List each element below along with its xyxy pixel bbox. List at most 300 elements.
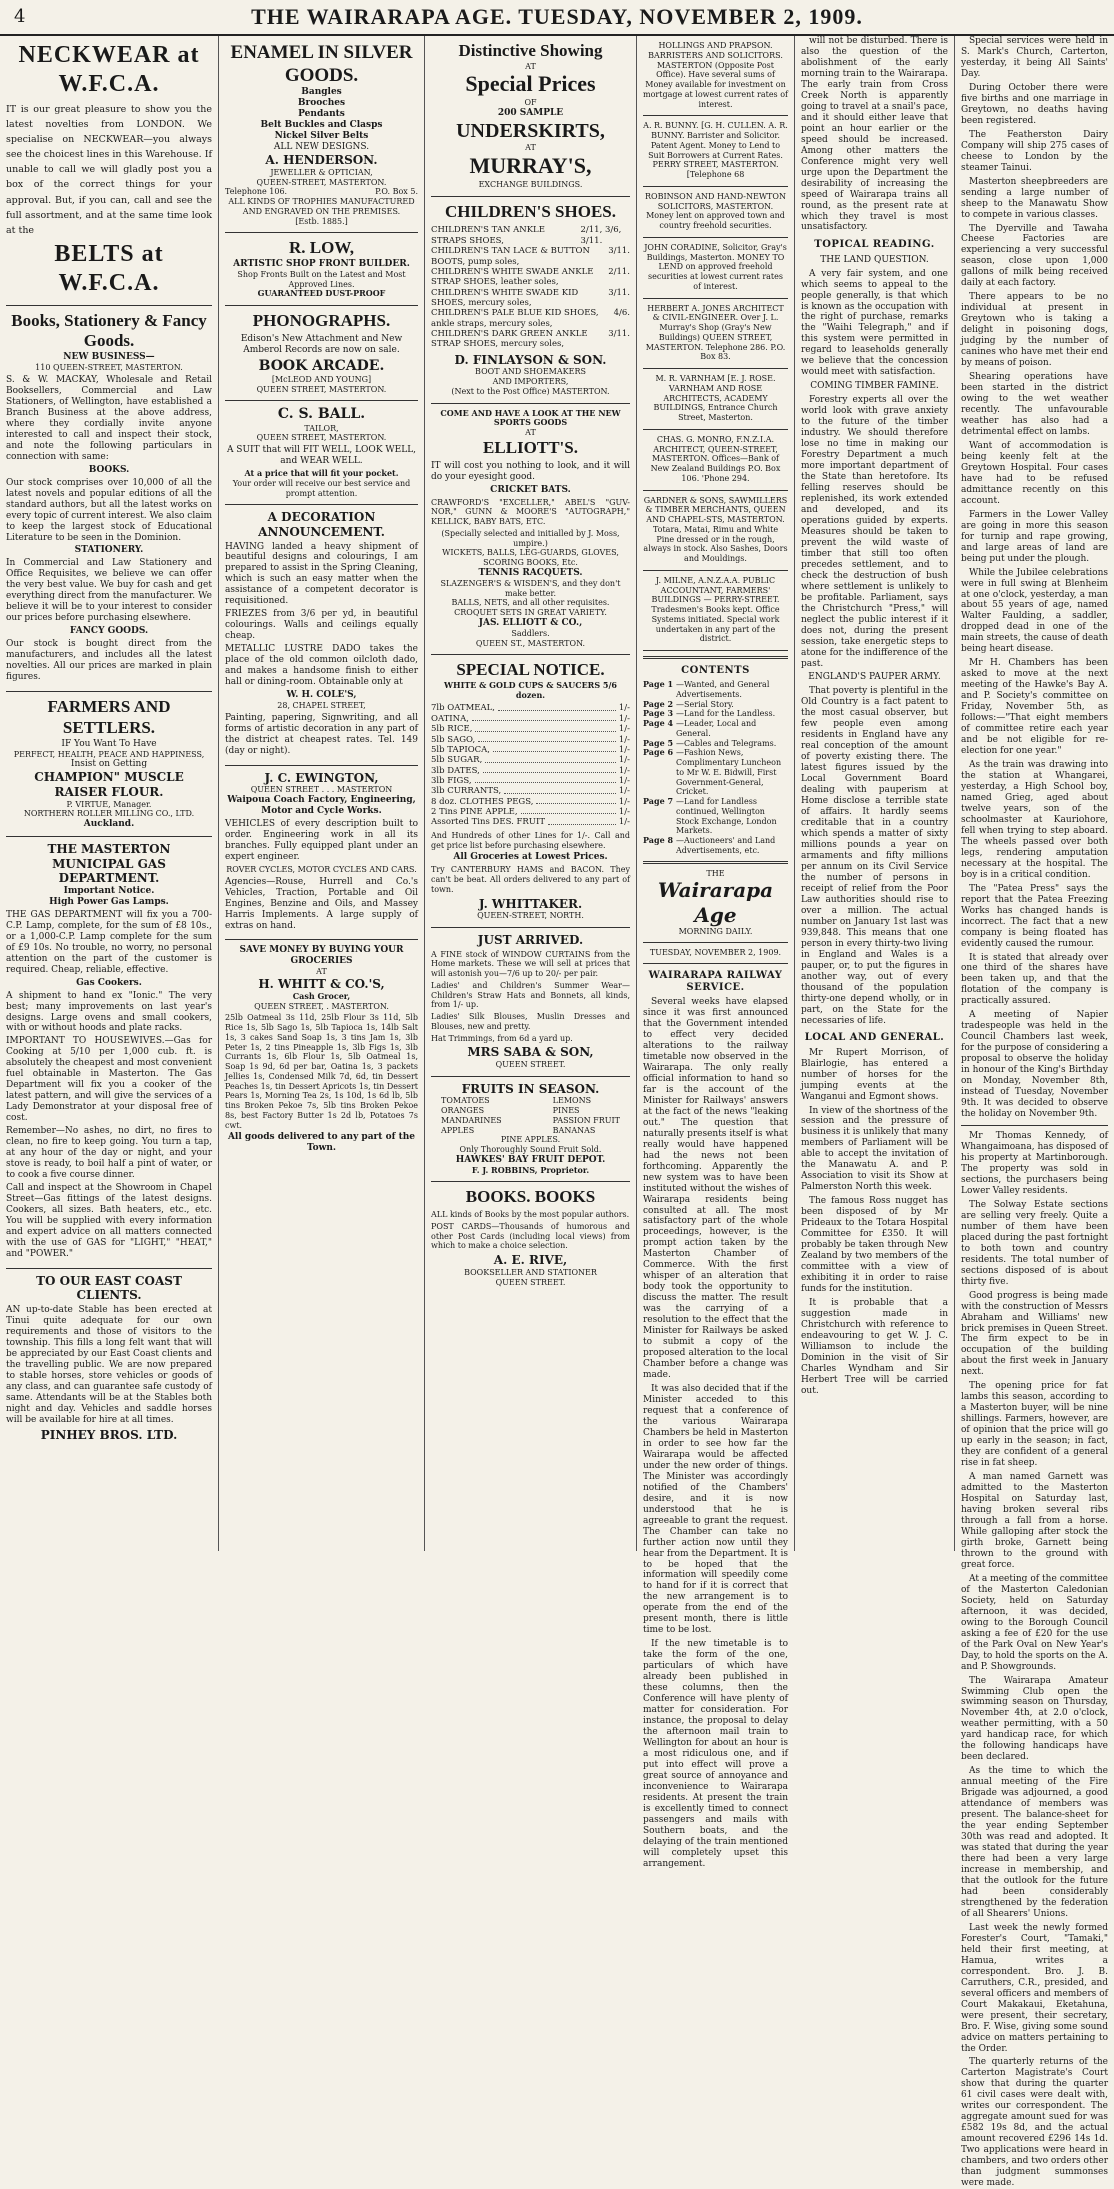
special-headline: SPECIAL NOTICE. xyxy=(456,660,605,680)
fruit-item: APPLES xyxy=(441,1125,475,1135)
price-dots xyxy=(485,755,616,762)
price-row xyxy=(431,797,630,807)
professional-card: JOHN CORADINE, Solicitor, Gray's Buildings, Masterton. MONEY TO LEND on approved freehold securities at lowest current rates of interest. xyxy=(643,238,788,299)
book-arcade-name: BOOK ARCADE. xyxy=(258,357,385,374)
whitt-at: AT xyxy=(316,967,327,977)
low-ad xyxy=(225,233,418,306)
elliott-croquet: CROQUET SETS IN GREAT VARIETY. xyxy=(454,608,607,618)
contents-row xyxy=(643,680,788,700)
column-3 xyxy=(424,36,636,1551)
price-row xyxy=(431,724,630,734)
newspaper-page xyxy=(0,36,1114,2189)
railway-cont: will not be disturbed. There is also the question of the abolishment of the early morning train to the Wairarapa. The early train from Cross Creek North is apparently going to travel at a snail's pace, and it should either leave that point an hour earlier or the speed should be increased. Among other matters the Conference might very well urge upon the Department the desirability of increasing the speed of Wairarapa trains all round, as the present rate at which they travel is most unsatisfactory. xyxy=(801,36,948,233)
distinctive-ad xyxy=(431,36,630,197)
fruit-item: TOMATOES xyxy=(441,1096,490,1106)
price-item: CHILDREN'S WHITE SWADE KID SHOES, mercury soles, xyxy=(431,287,579,308)
gas-text-3: IMPORTANT TO HOUSEWIVES.—Gas for Cooking at 5/10 per 1,000 cub. ft. is absolutely the cheapest and most convenient fuel obtainable in Masterton. The Gas Department will fix you a cooker of the latest pattern, and will give the services of a Lady Demonstrator at your disposal free of cost. xyxy=(6,1036,212,1124)
fruits-headline: FRUITS IN SEASON. xyxy=(461,1081,600,1096)
finlayson-trade: BOOT AND SHOEMAKERS xyxy=(475,367,586,377)
contents-page: Page 6 xyxy=(643,747,674,758)
whitt-headline: SAVE MONEY BY BUYING YOUR GROCERIES xyxy=(239,945,404,967)
gas-notice: Important Notice. xyxy=(63,885,155,896)
price-row xyxy=(431,786,630,796)
local-news-para: Farmers in the Lower Valley are going in more this season for turnip and rape growing, and large areas of land are being put under the plough. xyxy=(961,509,1108,564)
local-news-para: The Wairarapa Amateur Swimming Club open the swimming season on Thursday, November 4th, at 2.0 o'clock, weather permitting, with a 50 yard handicap race, for which the following handicaps have been declared. xyxy=(961,1675,1108,1763)
timber-para: Forestry experts all over the world look with grave anxiety to the future of the timber industry. We should therefore lose no time in making our Forestry Department a much more important department of the State than heretofore. Its felling reserves should be replenished, its work extended and developed, and its operations guided by experts. Measures should be taken to prevent the wild waste of timber that still too often precedes settlement, and to check the destruction of bush where settlement is unlikely to be profitable. Parliament, says the Christchurch "Press," will neglect the public interest if it does not, during the present session, take energetic steps to atone for the indifference of the past. xyxy=(801,395,948,669)
price-dots xyxy=(472,714,616,721)
price-value: 3/11. xyxy=(608,287,630,298)
contents-text: —Land for Landless continued, Wellington Stock Exchange, London Markets. xyxy=(676,797,777,836)
local-para: It is probable that a suggestion made in Christchurch with reference to endeavouring to get W. J. C. Williamson to include the Dominion in the visit of Sir Charles Wyndham and Sir Herbert Tree will be carried out. xyxy=(801,1297,948,1396)
local-news-para: Mr Thomas Kennedy, of Whangaimoana, has disposed of his property at Martinborough. The property was sold in sections, the purchasers being Lower Valley residents. xyxy=(961,1131,1108,1196)
price-dots xyxy=(475,724,615,731)
special-text: And Hundreds of other Lines for 1/-. Call and get price list before purchasing elsewhere. xyxy=(431,830,630,850)
gas-text-2: A shipment to hand ex "Ionic." The very best; many improvements on last year's designs. Large ovens and small cookers, with or without hoods and plate racks. xyxy=(6,990,212,1034)
railway-para: Several weeks have elapsed since it was first announced that the Government intended to effect very decided alterations to the railway timetable now observed in the Wairarapa. The only really official information to hand so far is the account of the Minister for Railways' answers at the fact of the news "leaking out." The question that naturally presents itself is what really would have happened had the news not been forthcoming. Apparently the new system was to have been instituted without the wishes of Wairarapa residents being consulted at all. The most satisfactory part of the whole proceedings, however, is the prompt action taken by the Masterton Chamber of Commerce. With the first whisper of an alteration that body took the opportunity to discuss the matter. The result was the carrying of a resolution to the effect that the Minister for Railways be asked to submit a copy of the proposed alteration to the local Chamber before a change was made. xyxy=(643,997,788,1381)
elliott-address: QUEEN ST., MASTERTON. xyxy=(475,638,586,648)
arrived-text-4: Hat Trimmings, from 6d a yard up. xyxy=(431,1033,573,1043)
arrived-headline: JUST ARRIVED. xyxy=(477,932,584,947)
price-value: 3/11. xyxy=(608,246,630,257)
topical-sub: THE LAND QUESTION. xyxy=(820,254,929,265)
price-item: CHILDREN'S TAN LACE & BUTTON BOOTS, pump soles, xyxy=(431,246,590,267)
contents-text: —Land for the Landless. xyxy=(676,709,776,719)
column-divider xyxy=(961,1125,1108,1126)
whitt-text: 25lb Oatmeal 3s 11d, 25lb Flour 3s 11d, 5lb Rice 1s, 5lb Sago 1s, 5lb Tapioca 1s, 14lb Salt 1s, 3 cakes Sand Soap 1s, 3 tins Jam 1s, 3lb Peter 1s, 2 tins Pineapple 1s, 3lb Figs 1s, 3lb Currants 1s, 6lb Flour 1s, 5lb Oatmeal 1s, Soap 1s 9d, 6d per bar, Oatina 1s, 3 packets Jellies 1s, Condensed Milk 7d, 6d, tin Dessert Peaches 1s, tin Dessert Apricots 1s, tin Dessert Pears 1s, Morning Tea 2s, 1s 10d, 1s 6d lb, 5lb tins Broken Pekoe 7s, 5lb tins Broken Pekoe 8s, best Factory Butter 1s 2d lb, Potatoes 7s cwt. xyxy=(225,1013,418,1130)
whitt-footer: All goods delivered to any part of the Town. xyxy=(227,1132,416,1154)
book-arcade-address: QUEEN STREET, MASTERTON. xyxy=(256,384,387,394)
price-item: 5lb SAGO, xyxy=(431,734,476,745)
price-item: 7lb OATMEAL, xyxy=(431,703,495,714)
special-lead: WHITE & GOLD CUPS & SAUCERS 5/6 dozen. xyxy=(444,679,617,700)
price-row xyxy=(431,703,630,713)
elliott-at: AT xyxy=(525,428,536,438)
special-text-2: Try CANTERBURY HAMS and BACON. They can't be beat. All orders delivered to any part of town. xyxy=(431,865,630,894)
distinctive-of: OF xyxy=(524,98,537,108)
local-news-para: While the Jubilee celebrations were in full swing at Blenheim at one o'clock, yesterday, a man about 55 years of age, named Walter Faulding, a saddler, dropped dead in one of the main streets, the cause of death being heart disease. xyxy=(961,567,1108,655)
books-address: 110 QUEEN-STREET, MASTERTON. xyxy=(35,363,183,373)
price-dots xyxy=(493,745,616,752)
east-coast-footer: PINHEY BROS. LTD. xyxy=(40,1427,178,1442)
price-row xyxy=(431,817,630,827)
column-2 xyxy=(218,36,424,1551)
price-value: 1/- xyxy=(618,796,630,807)
local-para: In view of the shortness of the session and the pressure of business it is unlikely that many members of Parliament will be able to accept the invitation of the Manawatu A. and P. Association to visit its Show at Palmerston North this week. xyxy=(801,1105,948,1193)
low-guarantee: GUARANTEED DUST-PROOF xyxy=(257,288,386,299)
special-sub: All Groceries at Lowest Prices. xyxy=(453,852,608,863)
books-books-text: Our stock comprises over 10,000 of all the latest novels and popular editions of all the standard authors, but all the latest works on every topic of current interest. We also claim to keep the largest stock of Educational Literature to be seen in the Dominion. xyxy=(6,477,212,543)
price-row xyxy=(431,246,630,267)
price-item: 8 doz. CLOTHES PEGS, xyxy=(431,796,534,807)
topical-para: A very fair system, and one which seems to appeal to the people generally, is that which is known as the occupation with the right of purchase, remarks the "Waihi Telegraph," and if this system were permitted in regard to leaseholds generally we believe that the concession would meet with satisfaction. xyxy=(801,268,948,378)
price-dots xyxy=(548,817,616,824)
childrens-shoes-ad xyxy=(431,197,630,404)
contents-page: Page 7 xyxy=(643,796,674,807)
whitt-name: H. WHITT & CO.'S, xyxy=(258,977,385,992)
rive-text-2: POST CARDS—Thousands of humorous and other Post Cards (including local views) from which to make a choice selection. xyxy=(431,1221,630,1251)
elliott-note: (Specially selected and initialled by J. Moss, umpire.) xyxy=(441,528,620,548)
henderson-note: ALL KINDS OF TROPHIES MANUFACTURED AND ENGRAVED ON THE PREMISES. xyxy=(228,197,415,216)
price-row xyxy=(431,776,630,786)
local-news-para: Masterton sheepbreeders are sending a large number of sheep to the Manawatu Show to compete in various classes. xyxy=(961,176,1108,220)
farmers-manager: P. VIRTUE, Manager. xyxy=(66,799,152,809)
contents-page: Page 2 xyxy=(643,698,674,709)
finlayson-importers: AND IMPORTERS, xyxy=(492,377,569,387)
books-books-ad xyxy=(431,1182,630,1293)
contents-page: Page 5 xyxy=(643,737,674,748)
whitt-sub: Cash Grocer, xyxy=(292,990,351,1001)
price-value: 2/11. xyxy=(608,266,630,277)
professional-card: J. MILNE, A.N.Z.A.A. PUBLIC ACCOUNTANT, FARMERS' BUILDINGS — PERRY-STREET. Tradesmen's Books kept. Office Systems initiated. Special work undertaken in any part of the district. xyxy=(643,571,788,651)
just-arrived-ad xyxy=(431,928,630,1077)
gas-ad xyxy=(6,837,212,1269)
fruit-item: PASSION FRUIT xyxy=(552,1115,620,1125)
cole-name: W. H. COLE'S, xyxy=(286,690,357,701)
local-news-para: As the train was drawing into the station at Whangarei, yesterday, a High School boy, named Grieg, aged about twelve years, son of the schoolmaster at Kauriohore, fell when trying to step aboard. The wheels passed over both legs, rendering amputation necessary at the hospital. The boy is in a critical condition. xyxy=(961,760,1108,880)
henderson-phone: Telephone 106. xyxy=(225,187,288,197)
local-news-column xyxy=(961,36,1108,2189)
low-line: ARTISTIC SHOP FRONT BUILDER. xyxy=(233,259,410,270)
neckwear-headline: NECKWEAR at W.F.C.A. xyxy=(18,42,200,98)
decoration-text: HAVING landed a heavy shipment of beautiful designs and colourings, I am prepared to assist in the Spring Cleaning, which is such an easy matter when the assistance of a competent decorator is requisitioned. xyxy=(225,541,418,607)
ewington-ad xyxy=(225,766,418,941)
local-news-para: There appears to be no individual at present in Greytown who is taking a delight in poisoning dogs, judging by the number of canines who have met their end by means of poison. xyxy=(961,292,1108,369)
contents-page: Page 8 xyxy=(643,835,674,846)
ball-text: A SUIT that will FIT WELL, LOOK WELL, and WEAR WELL. xyxy=(226,445,417,467)
local-news-para: Good progress is being made with the construction of Messrs Abraham and Williams' new brick premises in Queen Street. The firm expect to be in occupation of the building about the first week in January next. xyxy=(961,1290,1108,1378)
local-news-para: Shearing operations have been started in the district owing to the wet weather recently. The unfavourable weather has also had a detrimental effect on lambs. xyxy=(961,372,1108,437)
local-news-para: As the time to which the annual meeting of the Fire Brigade was adjourned, a good attendance of members was present. The balance-sheet for the year ending September 30th was read and adopted. It was stated that during the year there had been a very large increase in membership, and that the outlook for the future had been considerably strengthened by the federation of all Shearers' Unions. xyxy=(961,1766,1108,1919)
ewington-address: QUEEN STREET . . . MASTERTON xyxy=(250,785,393,795)
price-item: Assorted Tins DES. FRUIT xyxy=(431,817,545,828)
farmers-lead: IF You Want To Have xyxy=(61,738,157,749)
whitt-address: QUEEN STREET, . MASTERTON. xyxy=(254,1001,389,1011)
price-item: OATINA, xyxy=(431,713,469,724)
masthead-date: TUESDAY, NOVEMBER 2, 1909. xyxy=(649,947,782,957)
ball-price: At a price that will fit your pocket. xyxy=(244,468,399,478)
elliott-text: IT will cost you nothing to look, and it will do your eyesight good. xyxy=(431,460,630,482)
elliott-headline: COME AND HAVE A LOOK AT THE NEW SPORTS GOODS xyxy=(440,407,621,428)
fruit-item: MANDARINES xyxy=(441,1115,502,1125)
price-dots xyxy=(498,703,616,710)
ball-headline: C. S. BALL. xyxy=(277,406,366,423)
elliott-company: JAS. ELLIOTT & CO., xyxy=(478,617,583,628)
saba-address: QUEEN STREET. xyxy=(495,1059,566,1069)
masthead-sub: MORNING DAILY. xyxy=(678,927,753,937)
price-value: 1/- xyxy=(618,713,630,724)
distinctive-underskirts: UNDERSKIRTS, xyxy=(456,120,605,143)
ewington-headline: J. C. EWINGTON, xyxy=(264,770,379,785)
distinctive-at-2: AT xyxy=(525,143,536,153)
price-item: CHILDREN'S DARK GREEN ANKLE STRAP SHOES, mercury soles, xyxy=(431,329,588,350)
shoes-list xyxy=(431,225,630,349)
rive-name: A. E. RIVE, xyxy=(493,1253,568,1268)
distinctive-murray: MURRAY'S, xyxy=(469,153,592,179)
price-value: 1/- xyxy=(618,703,630,714)
price-item: 5lb TAPIOCA, xyxy=(431,744,491,755)
price-row xyxy=(431,745,630,755)
childrens-headline: CHILDREN'S SHOES. xyxy=(445,201,616,221)
enamel-item: Pendants xyxy=(298,109,345,120)
contents-text: —Cables and Telegrams. xyxy=(676,738,777,748)
price-value: 1/- xyxy=(618,744,630,755)
enamel-item: Bangles xyxy=(301,87,342,98)
price-dots xyxy=(504,786,616,793)
books-ad xyxy=(6,306,212,692)
enamel-item: Brooches xyxy=(297,98,346,109)
decoration-text-3: METALLIC LUSTRE DADO takes the place of the old common oilcloth dado, and makes a handsome finish to either hall or dining-room. Obtainable only at xyxy=(225,644,418,688)
farmers-company: NORTHERN ROLLER MILLING CO., LTD. xyxy=(23,809,195,819)
books-sub-stationery: STATIONERY. xyxy=(74,545,144,556)
gas-text-4: Remember—No ashes, no dirt, no fires to clean, no fire to keep going. You turn a tap, at any hour of the day or night, and your stove is ready, to boil half a pint of water, or to cook a five course dinner. xyxy=(6,1126,212,1181)
railway-para: It was also decided that if the Minister acceded to this request that a conference of the various Wairarapa Chambers be held in Masterton in order to see how far the Wairarapa would be affected under the new order of things. The Minister was accordingly notified of the Chambers' desire, and it is now understood that he is agreeable to grant the request. The Chamber can take no further action now until they hear from the Department. It is to be hoped that the information will speedily come to hand for if it is correct that the new arrangement is to operate from the end of the present month, there is little time to be lost. xyxy=(643,1384,788,1636)
professional-card: ROBINSON AND HAND-NEWTON SOLICITORS, MASTERTON. Money lent on approved town and country freehold securities. xyxy=(643,187,788,238)
price-dots xyxy=(536,797,615,804)
local-news-para: The "Patea Press" says the report that the Patea Freezing Works has changed hands is incorrect. The fact that a new company is being floated has evidently caused the rumour. xyxy=(961,883,1108,949)
local-headline: LOCAL AND GENERAL. xyxy=(804,1032,945,1044)
professional-card: M. R. VARNHAM [E. J. ROSE. VARNHAM AND ROSE ARCHITECTS, ACADEMY BUILDINGS, Entrance Church Street, Masterton. xyxy=(643,369,788,430)
elliott-wickets: WICKETS, BALLS, LEG-GUARDS, GLOVES, SCORING BOOKS, Etc. xyxy=(442,548,619,568)
local-news-para: At a meeting of the committee of the Masterton Caledonian Society, held on Saturday afternoon, it was decided, owing to the Borough Council asking a fee of £20 for the use of the Park Oval on New Year's Day, to hold the sports on the A. and P. Showgrounds. xyxy=(961,1573,1108,1672)
price-item: CHILDREN'S PALE BLUE KID SHOES, ankle straps, mercury soles, xyxy=(431,308,599,329)
price-dots xyxy=(475,776,616,783)
price-value: 4/6. xyxy=(613,308,630,319)
fruit-item: ORANGES xyxy=(441,1106,485,1116)
price-value: 1/- xyxy=(618,765,630,776)
topical-headline: TOPICAL READING. xyxy=(814,239,935,251)
elliott-sub-tennis: TENNIS RACQUETS. xyxy=(478,567,583,578)
local-news-para: Special services were held in S. Mark's Church, Carterton, yesterday, it being All Saints' Day. xyxy=(961,36,1108,79)
farmers-product: CHAMPION" MUSCLE RAISER FLOUR. xyxy=(34,770,184,799)
books-sub-fancy: FANCY GOODS. xyxy=(69,626,149,637)
price-row xyxy=(431,755,630,765)
local-news-para: Want of accommodation is being keenly felt at the Greytown Hospital. Four cases have had to be refused admittance recently on this account. xyxy=(961,440,1108,506)
arrived-text-3: Ladies' Silk Blouses, Muslin Dresses and Blouses, new and pretty. xyxy=(431,1012,630,1031)
professional-card: HOLLINGS AND PRAPSON. BARRISTERS AND SOLICITORS. MASTERTON (Opposite Post Office). Have several sums of Money available for investment on mortgage at lowest current rates of interest. xyxy=(643,36,788,116)
east-coast-ad xyxy=(6,1269,212,1449)
price-item: 3lb FIGS, xyxy=(431,776,472,786)
contents-text: —Serial Story. xyxy=(676,699,734,709)
contents-headline: CONTENTS xyxy=(681,665,750,676)
masthead-the: THE xyxy=(706,868,725,878)
east-coast-text: AN up-to-date Stable has been erected at Tinui quite adequate for our own requirements and those of visitors to the township. This fills a long felt want that will be appreciated by our East Coast clients and the travelling public. We are now prepared to stable horses, store vehicles or goods of any class, and can guarantee safe custody of same. Attendants will be at the Stables both night and day. Vehicles and saddle horses will be available for hire at all times. xyxy=(6,1305,212,1425)
fruits-ad xyxy=(431,1077,630,1183)
fruits-pine: PINE APPLES. xyxy=(500,1135,561,1145)
special-list xyxy=(431,703,630,827)
cole-trades: Painting, papering, Signwriting, and all forms of artistic decoration in any part of the district at cheapest rates. Tel. 149 (day or night). xyxy=(225,712,418,756)
local-news-para: It is stated that already over one third of the shares have been taken up, and that the flotation of the company is practically assured. xyxy=(961,952,1108,1007)
whittaker-address: QUEEN-STREET, NORTH. xyxy=(477,911,584,921)
elliott-ad xyxy=(431,404,630,656)
contents-text: —Fashion News, Complimentary Luncheon to Mr W. E. Bidwill, First Government-General, Cricket. xyxy=(676,748,782,797)
professional-card: GARDNER & SONS, SAWMILLERS & TIMBER MERCHANTS, QUEEN AND CHAPEL-STS, MASTERTON. Totara, Matai, Rimu and White Pine dressed or in the rough, always in stock. Also Sashes, Doors and Mouldings. xyxy=(643,491,788,571)
elliott-bats: CRAWFORD'S "EXCELLER," ABEL'S "GUV-NOR," GUNN & MOORE'S "AUTOGRAPH," KELLICK, BABY BATS, ETC. xyxy=(431,497,630,527)
east-coast-headline: TO OUR EAST COAST CLIENTS. xyxy=(36,1273,182,1303)
low-headline: R. LOW, xyxy=(288,238,355,258)
price-row xyxy=(431,766,630,776)
local-news-para: The Featherston Dairy Company will ship 275 cases of cheese to London by the steamer Tainui. xyxy=(961,129,1108,173)
local-news-para: Mr H. Chambers has been asked to move at the next meeting of the Hawke's Bay A. and P. Society's committee on Friday, November 5th, as follows:—"That eight members of committee retire each year and be not eligible for re-election for one year." xyxy=(961,658,1108,757)
price-dots xyxy=(483,766,616,773)
ewington-agencies: Agencies—Rouse, Hurrell and Co.'s Vehicles, Traction, Portable and Oil Engines, Benzine and Oils, and Massey Harris Implements. A large supply of extras on hand. xyxy=(225,876,418,931)
price-item: 3lb CURRANTS, xyxy=(431,786,502,797)
railway-headline: WAIRARAPA RAILWAY SERVICE. xyxy=(648,969,783,993)
distinctive-sample: 200 SAMPLE xyxy=(497,108,564,119)
contents-row xyxy=(643,836,788,856)
column-5 xyxy=(794,36,954,1551)
price-value: 3/11. xyxy=(608,329,630,340)
price-value: 1/- xyxy=(618,817,630,828)
contents-page: Page 4 xyxy=(643,718,674,729)
saba-name: MRS SABA & SON, xyxy=(467,1045,594,1060)
contents-row xyxy=(643,719,788,739)
masthead-name: Wairarapa Age xyxy=(657,878,774,927)
column-4 xyxy=(636,36,794,1869)
gas-sub-cookers: Gas Cookers. xyxy=(76,977,142,988)
local-news-para: A man named Garnett was admitted to the Masterton Hospital on Saturday last, having broken several ribs through a fall from a horse. While galloping after stock the girth broke, Garnett being thrown to the ground with great force. xyxy=(961,1472,1108,1570)
phonographs-ad xyxy=(225,306,418,401)
local-news-para: The opening price for fat lambs this season, according to a Masterton buyer, will be nine shillings. Farmers, however, are of opinion that the price will go up early in the season; in fact, they are confident of a general rise in fat sheep. xyxy=(961,1381,1108,1469)
distinctive-special: Special Prices xyxy=(465,71,596,97)
fruit-item: BANANAS xyxy=(552,1125,596,1135)
local-news-para: The quarterly returns of the Carterton Magistrate's Court show that during the quarter 61 civil cases were dealt with, writes our correspondent. The aggregate amount sued for was £582 19s 8d, and the actual amount recovered £296 14s 1d. Two applications were heard in chambers, and two orders other than judgment summonses were made. xyxy=(961,2057,1108,2189)
arrived-text-2: Ladies' and Children's Summer Wear—Children's Straw Hats and Bonnets, all kinds, from 1/- up. xyxy=(431,980,630,1010)
special-notice-ad xyxy=(431,655,630,928)
price-value: 1/- xyxy=(618,734,630,745)
column-1 xyxy=(0,36,218,1551)
farmers-place: Auckland. xyxy=(83,819,135,829)
price-dots xyxy=(521,807,616,814)
fruit-item: PINES xyxy=(552,1106,580,1116)
rive-trade: BOOKSELLER AND STATIONER xyxy=(464,1267,597,1277)
phonographs-text: Edison's New Attachment and New Amberol Records are now on sale. xyxy=(240,333,403,355)
price-value: 2/11, 3/6, 3/11. xyxy=(580,225,622,246)
enamel-headline: ENAMEL IN SILVER GOODS. xyxy=(230,42,413,87)
distinctive-headline: Distinctive Showing xyxy=(458,41,603,60)
gas-headline: THE MASTERTON MUNICIPAL GAS DEPARTMENT. xyxy=(47,841,171,886)
fruits-depot: HAWKES' BAY FRUIT DEPOT. xyxy=(455,1154,606,1165)
price-value: 1/- xyxy=(618,786,630,797)
price-row xyxy=(431,267,630,288)
price-item: 3lb DATES, xyxy=(431,765,480,776)
elliott-sub-bats: CRICKET BATS. xyxy=(490,484,571,495)
elliott-name: ELLIOTT'S. xyxy=(483,437,578,457)
price-value: 1/- xyxy=(618,807,630,818)
books-headline: Books, Stationery & Fancy Goods. xyxy=(11,310,207,351)
price-row xyxy=(431,807,630,817)
ewington-cycles: ROVER CYCLES, MOTOR CYCLES AND CARS. xyxy=(226,864,417,874)
ewington-text: VEHICLES of every description built to order. Engineering work in all its branches. Fully equipped plant under an expert engineer. xyxy=(225,819,418,862)
enamel-all-new: ALL NEW DESIGNS. xyxy=(273,142,370,153)
price-value: 1/- xyxy=(618,776,630,786)
rive-text: ALL kinds of Books by the most popular authors. xyxy=(431,1210,630,1220)
local-news-para: Last week the newly formed Forester's Court, "Tamaki," held their first meeting, at Hamua, writes a correspondent. Bro. J. B. Carruthers, C.R., presided, and several officers and members of Court Makakaui, Eketahuna, were present, their secretary, Bro. F. Wise, giving some sound advice on matters pertaining to the Order. xyxy=(961,1922,1108,2054)
decoration-ad xyxy=(225,505,418,765)
low-text: Shop Fronts Built on the Latest and Most Approved Lines. xyxy=(237,269,406,289)
fruit-item: LEMONS xyxy=(552,1096,592,1106)
elliott-balls: BALLS, NETS, and all other requisites. xyxy=(451,598,610,608)
elliott-racquets: SLAZENGER'S & WISDEN'S, and they don't make better. xyxy=(440,578,621,598)
gas-text-5: Call and inspect at the Showroom in Chapel Street—Gas fittings of the latest designs. Cookers, all sizes. Bath heaters, etc., etc. You will be supplied with every information and expert advice on all matters connected with the use of GAS for "LIGHT," "HEAT," and "POWER." xyxy=(6,1183,212,1259)
neckwear-ad xyxy=(6,36,212,306)
books-sub-books: BOOKS. xyxy=(88,464,130,475)
books-stationery-text: In Commercial and Law Stationery and Office Requisites, we believe we can offer the very best value. We buy for cash and get everything direct from the manufacturer. We believe it will be to your interest to consider our prices before purchasing elsewhere. xyxy=(6,558,212,624)
local-para: The famous Ross nugget has been disposed of by Mr Prideaux to the Totara Hospital Committee for £350. It will probably be taken through New Zealand by two members of the committee with a view of exhibiting it in order to raise funds for the institution. xyxy=(801,1196,948,1294)
finlayson-name: D. FINLAYSON & SON. xyxy=(454,352,607,367)
finlayson-address: (Next to the Post Office) MASTERTON. xyxy=(451,386,610,396)
local-news-para: A meeting of Napier tradespeople was held in the Council Chambers last week, for the purpose of considering a proposal to observe the holiday in honour of the King's Birthday on Monday, November 8th, instead of Tuesday, November 9th. It was decided to observe the holiday on November 9th. xyxy=(961,1010,1108,1120)
price-row xyxy=(431,225,630,246)
pauper-headline: ENGLAND'S PAUPER ARMY. xyxy=(808,672,941,683)
ball-trade: TAILOR, xyxy=(304,423,339,433)
professional-card: HERBERT A. JONES ARCHITECT & CIVIL-ENGINEER. Over J. L. Murray's Shop (Gray's New Buildings) QUEEN STREET, MASTERTON. Telephone 286. P.O. Box 83. xyxy=(643,299,788,370)
henderson-trade: JEWELLER & OPTICIAN, xyxy=(270,167,373,177)
price-item: CHILDREN'S WHITE SWADE ANKLE STRAP SHOES, leather soles, xyxy=(431,266,594,288)
decoration-headline: A DECORATION ANNOUNCEMENT. xyxy=(258,510,385,539)
whitt-ad xyxy=(225,940,418,1160)
contents-list xyxy=(643,680,788,856)
distinctive-exchange: EXCHANGE BUILDINGS. xyxy=(478,180,583,189)
professional-card: CHAS. G. MONRO, F.N.Z.I.A. ARCHITECT, QUEEN-STREET, MASTERTON. Offices—Bank of New Zealand Buildings P.O. Box 106. 'Phone 294. xyxy=(643,430,788,491)
phonographs-headline: PHONOGRAPHS. xyxy=(252,311,391,331)
page-number: 4 xyxy=(14,6,26,27)
price-dots xyxy=(478,735,616,742)
gas-text-1: THE GAS DEPARTMENT will fix you a 700-C.P. Lamp, complete, for the sum of £8 10s., or a 1,000-C.P. Lamp complete for the sum of £9 10s. No trouble, no worry, no personal attention on the part of the customer is required. Cheap, reliable, effective. xyxy=(6,909,212,975)
henderson-name: A. HENDERSON. xyxy=(265,153,378,168)
decoration-text-2: FRIEZES from 3/6 per yd, in beautiful colourings. Walls and ceilings equally cheap. xyxy=(225,609,418,642)
ball-order: Your order will receive our best service and prompt attention. xyxy=(232,478,411,498)
price-row xyxy=(431,288,630,309)
farmers-wants: PERFECT, HEALTH, PEACE AND HAPPINESS, xyxy=(13,749,205,759)
distinctive-at: AT xyxy=(525,61,536,71)
price-row xyxy=(431,308,630,329)
henderson-box: P.O. Box 5. xyxy=(375,187,418,197)
ewington-line: Waipoua Coach Factory, Engineering, Motor and Cycle Works. xyxy=(227,795,416,817)
books-fancy-text: Our stock is bought direct from the manufacturers, and includes all the latest novelties. All our prices are marked in plain figures. xyxy=(6,639,212,683)
fruits-owner: F. J. ROBBINS, Proprietor. xyxy=(471,1164,590,1175)
price-row xyxy=(431,735,630,745)
local-news-para: During October there were five births and one marriage in Greytown, no deaths having been registered. xyxy=(961,82,1108,126)
contents-text: —Leader, Local and General. xyxy=(676,719,757,738)
book-arcade-owners: [McLEOD AND YOUNG] xyxy=(271,374,372,384)
fruits-note: Only Thoroughly Sound Fruit Sold. xyxy=(459,1145,602,1155)
professional-cards xyxy=(643,36,788,651)
books-intro: S. & W. MACKAY, Wholesale and Retail Booksellers, Commercial and Law Stationers, of Wellington, have established a Branch Business at the above address, where they cordially invite anyone interested to call and inspect their stock, and note the following particulars in connection with same: xyxy=(6,374,212,462)
contents-text: —Wanted, and General Advertisements. xyxy=(676,680,770,699)
price-value: 1/- xyxy=(618,755,630,766)
contents-page: Page 1 xyxy=(643,679,674,690)
whittaker-name: J. WHITTAKER. xyxy=(478,896,583,911)
henderson-address: QUEEN-STREET, MASTERTON. xyxy=(256,177,387,187)
neckwear-body: IT is our great pleasure to show you the latest novelties from LONDON. We specialise on NECKWEAR—you always see the choicest lines in this Warehouse. If unable to call we will gladly post you a box of the correct things for your approval. But, if you can, call and see the full assortment, and at the same time look at the xyxy=(6,103,212,237)
farmers-headline: FARMERS AND SETTLERS. xyxy=(47,697,171,737)
railway-para: If the new timetable is to take the form of the one, particulars of which have already been published in these columns, then the Conference will have plenty of matter for consideration. For instance, the proposal to delay the afternoon mail train to Wellington for about an hour is a most ridiculous one, and if put into effect will prove a great source of annoyance and inconvenience to Wairarapa residents. At present the train is excellently timed to connect passengers and mails with Southern boats, and the delaying of the train mentioned will completely upset this arrangement. xyxy=(643,1639,788,1869)
local-news-para: The Dyerville and Tawaha Cheese Factories are experiencing a very successful season, close upon 1,000 gallons of milk being received daily at each factory. xyxy=(961,223,1108,289)
cole-address: 28, CHAPEL STREET, xyxy=(277,701,366,711)
ball-address: QUEEN STREET, MASTERTON. xyxy=(256,433,387,443)
contents-text: —Auctioneers' and Land Advertisements, etc. xyxy=(676,836,776,855)
books-new-business: NEW BUSINESS— xyxy=(63,352,155,363)
price-row xyxy=(431,329,630,350)
local-para: Mr Rupert Morrison, of Blairlogie, has entered a number of horses for the jumping events at the Wanganui and Egmont shows. xyxy=(801,1047,948,1102)
professional-card: A. R. BUNNY. [G. H. CULLEN. A. R. BUNNY. Barrister and Solicitor. Patent Agent. Money to Lend to Suit Borrowers at Current Rates. PERRY STREET, MASTERTON. [Telephone 68 xyxy=(643,116,788,187)
farmers-insist: Insist on Getting xyxy=(70,759,148,770)
rive-address: QUEEN STREET. xyxy=(495,1277,566,1287)
price-item: 2 Tins PINE APPLE, xyxy=(431,807,518,818)
enamel-item: Belt Buckles and Clasps xyxy=(260,120,383,131)
enamel-ad xyxy=(225,36,418,233)
price-item: CHILDREN'S TAN ANKLE STRAPS SHOES, xyxy=(431,225,545,246)
